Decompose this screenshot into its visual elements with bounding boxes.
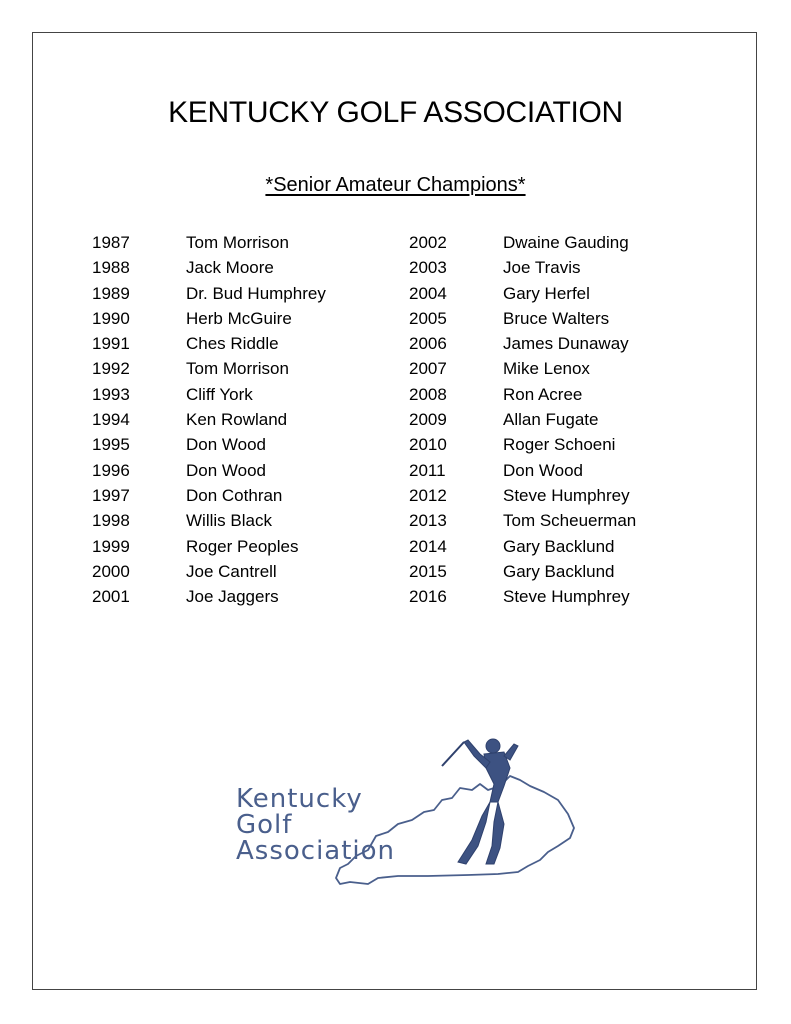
champion-name: Steve Humphrey: [503, 587, 630, 607]
champion-year: 1991: [92, 334, 130, 354]
champion-row: [92, 508, 326, 533]
champion-row: [409, 508, 636, 533]
champion-row: [409, 230, 636, 255]
champion-name: Cliff York: [186, 384, 253, 404]
champion-name: Jack Moore: [186, 258, 274, 278]
champion-name: Joe Travis: [503, 258, 581, 278]
champion-name: Don Wood: [503, 460, 584, 480]
champion-row: [92, 230, 326, 255]
champion-year: 2015: [409, 561, 447, 581]
champion-year: 2016: [409, 587, 447, 607]
logo-line-1: Kentucky: [236, 784, 363, 814]
champion-year: 2013: [409, 511, 447, 531]
champion-name: Gary Backlund: [503, 561, 615, 581]
champion-name: Tom Scheuerman: [503, 511, 637, 531]
champion-year: 2003: [409, 258, 447, 278]
page-title: KENTUCKY GOLF ASSOCIATION: [168, 96, 623, 129]
champion-name: Willis Black: [186, 511, 272, 531]
logo-line-3: Association: [236, 836, 396, 866]
champion-row: [92, 356, 326, 381]
champion-row: [92, 255, 326, 280]
champion-year: 1989: [92, 283, 130, 303]
champion-row: [409, 559, 636, 584]
champion-name: Steve Humphrey: [503, 485, 630, 505]
champion-name: Allan Fugate: [503, 410, 599, 430]
champion-year: 2001: [92, 587, 130, 607]
champion-year: 1992: [92, 359, 130, 379]
champion-year: 1997: [92, 485, 130, 505]
champion-year: 2008: [409, 384, 447, 404]
champion-row: [409, 281, 636, 306]
champion-name: Tom Morrison: [186, 233, 289, 252]
champion-row: [409, 534, 636, 559]
champion-year: 1990: [92, 308, 130, 328]
champion-row: [409, 584, 636, 609]
champion-year: 1988: [92, 258, 130, 278]
champion-row: [92, 534, 326, 559]
subtitle-text: *Senior Amateur Champions*: [265, 174, 526, 196]
champion-row: [92, 331, 326, 356]
champion-year: 1995: [92, 435, 130, 455]
champion-row: [409, 331, 636, 356]
champion-name: Gary Backlund: [503, 536, 615, 556]
champion-year: 2000: [92, 561, 130, 581]
champion-name: Dwaine Gauding: [503, 233, 629, 252]
champion-row: [409, 356, 636, 381]
champion-row: [409, 432, 636, 457]
champion-name: Joe Cantrell: [186, 561, 277, 581]
champion-name: Don Wood: [186, 435, 267, 455]
champion-name: Gary Herfel: [503, 283, 590, 303]
champion-row: [92, 432, 326, 457]
champion-name: Ches Riddle: [186, 334, 279, 354]
champion-row: [92, 306, 326, 331]
champion-row: [409, 382, 636, 407]
champion-row: [409, 458, 636, 483]
champion-year: 2012: [409, 485, 447, 505]
champion-name: Roger Peoples: [186, 536, 299, 556]
champion-name: James Dunaway: [503, 334, 629, 354]
champion-year: 2009: [409, 410, 447, 430]
logo-line-2: Golf: [236, 810, 293, 840]
champion-year: 2004: [409, 283, 447, 303]
champion-name: Don Wood: [186, 460, 267, 480]
champion-year: 1996: [92, 460, 130, 480]
champions-column-right: [409, 230, 636, 609]
champion-row: [409, 483, 636, 508]
champion-name: Ken Rowland: [186, 410, 288, 430]
champion-year: 2002: [409, 233, 447, 252]
champion-name: Ron Acree: [503, 384, 583, 404]
champion-name: Mike Lenox: [503, 359, 590, 379]
kga-logo: [228, 728, 588, 898]
champion-row: [92, 458, 326, 483]
champion-year: 1987: [92, 233, 130, 252]
champion-row: [92, 559, 326, 584]
champion-name: Dr. Bud Humphrey: [186, 283, 326, 303]
page-subtitle: [0, 174, 791, 197]
champion-row: [409, 306, 636, 331]
champion-year: 2005: [409, 308, 447, 328]
champion-year: 1999: [92, 536, 130, 556]
champion-row: [92, 407, 326, 432]
champion-year: 2006: [409, 334, 447, 354]
champion-name: Roger Schoeni: [503, 435, 616, 455]
champion-year: 1993: [92, 384, 130, 404]
champion-row: [92, 483, 326, 508]
champion-year: 2011: [409, 460, 446, 480]
champion-name: Tom Morrison: [186, 359, 289, 379]
champion-name: Joe Jaggers: [186, 587, 279, 607]
champion-name: Bruce Walters: [503, 308, 610, 328]
champion-year: 2007: [409, 359, 447, 379]
champion-row: [92, 584, 326, 609]
champion-year: 1998: [92, 511, 130, 531]
champion-name: Don Cothran: [186, 485, 283, 505]
champion-year: 1994: [92, 410, 130, 430]
champion-year: 2014: [409, 536, 447, 556]
champion-year: 2010: [409, 435, 447, 455]
champion-row: [409, 407, 636, 432]
champion-name: Herb McGuire: [186, 308, 292, 328]
champion-row: [92, 382, 326, 407]
champions-column-left: [92, 230, 326, 609]
champion-row: [92, 281, 326, 306]
champion-row: [409, 255, 636, 280]
